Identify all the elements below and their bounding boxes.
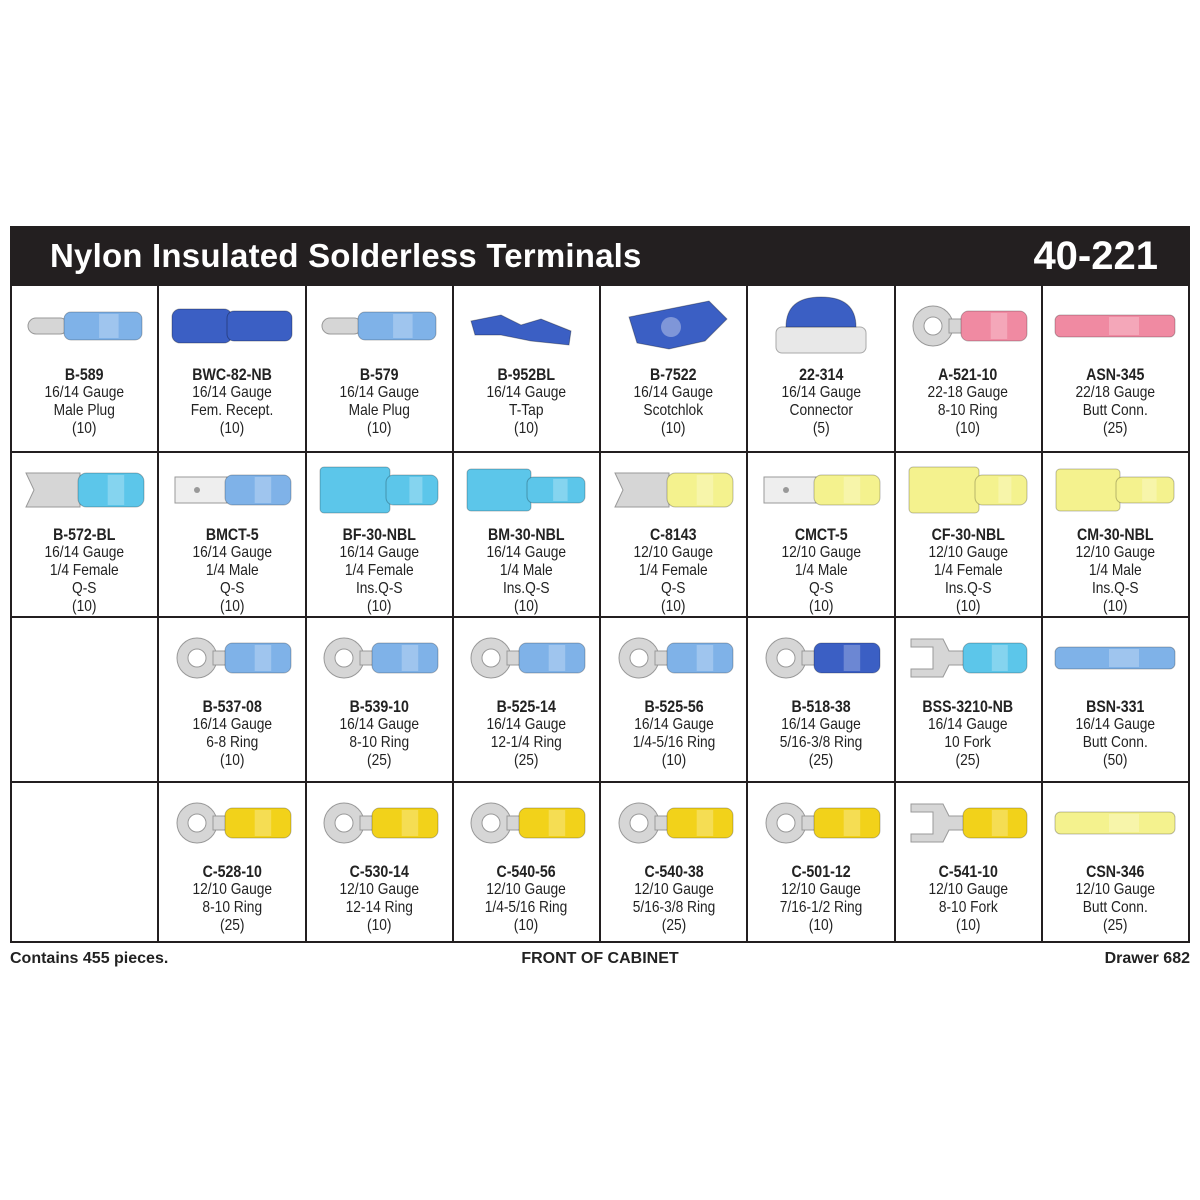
description-line2: Q-S [219, 580, 245, 597]
receptacle-icon [159, 286, 304, 366]
terminal-cell [601, 451, 748, 616]
terminal-label [487, 526, 567, 616]
ring-terminal-icon [307, 783, 452, 863]
quantity: (10) [808, 917, 834, 934]
terminal-label [634, 366, 714, 438]
quantity: (10) [955, 598, 981, 615]
description: Connector [789, 402, 853, 419]
description: 1/4 Male [794, 562, 848, 579]
description: 1/4 Female [344, 562, 414, 579]
terminal-cell [159, 616, 306, 781]
gauge: 12/10 Gauge [633, 544, 714, 561]
gauge: 12/10 Gauge [1075, 881, 1156, 898]
part-number: CMCT-5 [794, 526, 848, 544]
drawer-label-card [10, 226, 1190, 943]
description: 8-10 Fork [938, 899, 998, 916]
insulated-male-icon [1043, 453, 1188, 526]
fork-terminal-icon [896, 783, 1041, 863]
gauge: 16/14 Gauge [1075, 716, 1156, 733]
description: Male Plug [54, 402, 116, 419]
terminal-label [928, 863, 1008, 935]
description: 6-8 Ring [205, 734, 258, 751]
part-number: C-540-38 [644, 863, 704, 881]
terminal-cell [896, 286, 1043, 451]
gauge: 12/10 Gauge [633, 881, 714, 898]
part-number: B-7522 [650, 366, 697, 384]
part-number: C-540-56 [496, 863, 556, 881]
terminal-label [487, 698, 567, 770]
gauge: 12/10 Gauge [192, 881, 272, 898]
quantity: (25) [808, 752, 834, 769]
description: T-Tap [509, 402, 544, 419]
description: Male Plug [348, 402, 410, 419]
gauge: 16/14 Gauge [192, 716, 272, 733]
gauge: 16/14 Gauge [781, 384, 861, 401]
terminal-cell [896, 616, 1043, 781]
description: 1/4 Male [205, 562, 259, 579]
description-line2: Q-S [808, 580, 834, 597]
header-bar [10, 226, 1190, 286]
terminal-label [339, 863, 419, 935]
terminal-cell [601, 286, 748, 451]
quantity: (10) [955, 917, 981, 934]
terminal-cell [1043, 451, 1190, 616]
insulated-female-icon [307, 453, 452, 526]
cabinet-orientation: FRONT OF CABINET [521, 950, 679, 967]
description-line2: Ins.Q-S [503, 580, 550, 597]
description: 1/4-5/16 Ring [485, 899, 568, 916]
description: 12-1/4 Ring [490, 734, 562, 751]
part-number: BWC-82-NB [192, 366, 272, 384]
description: 10 Fork [944, 734, 992, 751]
ring-terminal-icon [307, 618, 452, 698]
empty-cell [12, 616, 159, 781]
part-number: ASN-345 [1086, 366, 1145, 384]
gauge: 16/14 Gauge [486, 716, 567, 733]
part-number: 22-314 [798, 366, 843, 384]
part-number: B-518-38 [791, 698, 851, 716]
description: 1/4 Male [499, 562, 553, 579]
terminal-cell [1043, 286, 1190, 451]
terminal-label [780, 863, 863, 935]
terminal-cell [748, 616, 895, 781]
description-line2: Ins.Q-S [1092, 580, 1139, 597]
terminal-cell [307, 616, 454, 781]
terminal-cell [159, 781, 306, 941]
page-title: Nylon Insulated Solderless Terminals [50, 237, 642, 274]
gauge: 12/10 Gauge [781, 881, 861, 898]
quantity: (10) [219, 598, 245, 615]
terminal-label [1076, 526, 1156, 616]
terminal-grid [10, 286, 1190, 943]
part-number: B-572-BL [53, 526, 116, 544]
ring-terminal-icon [601, 618, 746, 698]
gauge: 16/14 Gauge [339, 716, 419, 733]
insulated-male-icon [454, 453, 599, 526]
description: 7/16-1/2 Ring [779, 899, 863, 916]
quantity: (25) [366, 752, 392, 769]
description-line2: Ins.Q-S [355, 580, 403, 597]
fork-terminal-icon [896, 618, 1041, 698]
part-number: B-539-10 [349, 698, 409, 716]
terminal-label [634, 526, 714, 616]
quantity: (25) [661, 917, 686, 934]
description: 12-14 Ring [345, 899, 413, 916]
terminal-cell [159, 451, 306, 616]
quantity: (10) [955, 420, 981, 437]
gel-connector-icon [748, 286, 893, 366]
gauge: 12/10 Gauge [928, 881, 1008, 898]
terminal-label [191, 366, 274, 438]
description-line2: Ins.Q-S [944, 580, 992, 597]
part-number: B-589 [65, 366, 104, 384]
description: Butt Conn. [1082, 402, 1148, 419]
quantity: (10) [366, 598, 392, 615]
part-number: C-501-12 [791, 863, 851, 881]
ring-terminal-icon [601, 783, 746, 863]
gauge: 16/14 Gauge [928, 716, 1008, 733]
gauge: 12/10 Gauge [339, 881, 419, 898]
gauge: 16/14 Gauge [633, 384, 714, 401]
piece-count: Contains 455 pieces. [10, 950, 169, 967]
terminal-cell [748, 286, 895, 451]
description: 1/4-5/16 Ring [632, 734, 715, 751]
quantity: (10) [661, 598, 686, 615]
gauge: 16/14 Gauge [486, 384, 567, 401]
part-number: C-530-14 [349, 863, 409, 881]
terminal-cell [307, 781, 454, 941]
part-number: B-537-08 [202, 698, 262, 716]
part-number: CF-30-NBL [931, 526, 1005, 544]
quantity: (25) [1103, 917, 1128, 934]
terminal-label [192, 526, 272, 616]
terminal-label [45, 366, 125, 438]
quantity: (10) [1103, 598, 1128, 615]
butt-connector-icon [1043, 286, 1188, 366]
female-disconnect-icon [12, 453, 157, 526]
terminal-cell [896, 781, 1043, 941]
terminal-cell [601, 616, 748, 781]
gauge: 16/14 Gauge [781, 716, 861, 733]
male-disconnect-icon [159, 453, 304, 526]
insulated-female-icon [896, 453, 1041, 526]
quantity: (10) [514, 420, 539, 437]
terminal-label [928, 526, 1008, 616]
part-number: B-525-56 [644, 698, 704, 716]
quantity: (10) [219, 752, 245, 769]
quantity: (10) [514, 917, 539, 934]
gauge: 16/14 Gauge [192, 544, 272, 561]
terminal-cell [454, 616, 601, 781]
gauge: 22-18 Gauge [927, 384, 1009, 401]
gauge: 12/10 Gauge [928, 544, 1008, 561]
description: 8-10 Ring [349, 734, 409, 751]
ring-terminal-icon [748, 618, 893, 698]
terminal-label [192, 698, 272, 770]
quantity: (50) [1103, 752, 1128, 769]
ring-terminal-icon [454, 783, 599, 863]
terminal-cell [748, 451, 895, 616]
quantity: (10) [366, 917, 392, 934]
quantity: (25) [955, 752, 981, 769]
description: 1/4 Female [639, 562, 709, 579]
terminal-cell [454, 286, 601, 451]
description: 5/16-3/8 Ring [632, 899, 715, 916]
gauge: 16/14 Gauge [633, 716, 714, 733]
description: 1/4 Female [933, 562, 1003, 579]
terminal-cell [601, 781, 748, 941]
terminal-cell [12, 286, 159, 451]
terminal-label [192, 863, 272, 935]
quantity: (25) [514, 752, 539, 769]
terminal-cell [12, 451, 159, 616]
quantity: (10) [808, 598, 834, 615]
butt-connector-icon [1043, 618, 1188, 698]
ring-terminal-icon [454, 618, 599, 698]
gauge: 12/10 Gauge [486, 881, 567, 898]
description-line2: Q-S [72, 580, 97, 597]
terminal-label [339, 366, 419, 438]
product-code: 40-221 [1033, 233, 1158, 278]
gauge: 16/14 Gauge [192, 384, 272, 401]
terminal-cell [1043, 616, 1190, 781]
terminal-cell [307, 451, 454, 616]
quantity: (10) [219, 420, 245, 437]
terminal-label [339, 698, 419, 770]
empty-cell [12, 781, 159, 941]
terminal-label [485, 863, 568, 935]
part-number: B-952BL [497, 366, 556, 384]
terminal-label [923, 698, 1014, 770]
ring-terminal-icon [159, 618, 304, 698]
part-number: BF-30-NBL [342, 526, 416, 544]
gauge: 12/10 Gauge [1075, 544, 1156, 561]
part-number: BMCT-5 [205, 526, 259, 544]
terminal-label [1076, 698, 1156, 770]
part-number: BM-30-NBL [488, 526, 565, 544]
quantity: (10) [366, 420, 392, 437]
quantity: (5) [812, 420, 830, 437]
terminal-cell [454, 781, 601, 941]
description: 5/16-3/8 Ring [779, 734, 863, 751]
terminal-cell [896, 451, 1043, 616]
terminal-label [1076, 863, 1156, 935]
drawer-number: Drawer 682 [1104, 950, 1190, 967]
part-number: B-579 [359, 366, 399, 384]
quantity: (10) [661, 752, 686, 769]
butt-connector-icon [1043, 783, 1188, 863]
terminal-cell [1043, 781, 1190, 941]
ring-terminal-icon [748, 783, 893, 863]
part-number: C-8143 [650, 526, 697, 544]
part-number: CSN-346 [1086, 863, 1145, 881]
terminal-label [781, 366, 861, 438]
terminal-label [487, 366, 567, 438]
quantity: (25) [219, 917, 245, 934]
t-tap-icon [454, 286, 599, 366]
description: Butt Conn. [1082, 734, 1148, 751]
quantity: (10) [661, 420, 686, 437]
part-number: BSN-331 [1086, 698, 1145, 716]
terminal-cell [159, 286, 306, 451]
quantity: (25) [1103, 420, 1128, 437]
ring-terminal-icon [159, 783, 304, 863]
ring-terminal-icon [896, 286, 1041, 366]
bullet-plug-icon [12, 286, 157, 366]
terminal-label [1076, 366, 1156, 438]
scotchlok-icon [601, 286, 746, 366]
terminal-cell [454, 451, 601, 616]
terminal-cell [748, 781, 895, 941]
gauge: 16/14 Gauge [44, 544, 125, 561]
part-number: B-525-14 [496, 698, 556, 716]
gauge: 22/18 Gauge [1075, 384, 1156, 401]
description-line2: Q-S [661, 580, 686, 597]
description: 8-10 Ring [938, 402, 998, 419]
terminal-label [632, 863, 715, 935]
terminal-label [781, 526, 861, 616]
male-disconnect-icon [748, 453, 893, 526]
terminal-label [780, 698, 863, 770]
quantity: (10) [514, 598, 539, 615]
bullet-plug-icon [307, 286, 452, 366]
gauge: 16/14 Gauge [339, 384, 419, 401]
gauge: 16/14 Gauge [339, 544, 419, 561]
female-disconnect-icon [601, 453, 746, 526]
terminal-label [339, 526, 419, 616]
part-number: BSS-3210-NB [922, 698, 1014, 716]
part-number: C-541-10 [938, 863, 998, 881]
description: 1/4 Female [50, 562, 120, 579]
description: Fem. Recept. [190, 402, 274, 419]
footer [10, 950, 1190, 968]
gauge: 16/14 Gauge [486, 544, 567, 561]
gauge: 12/10 Gauge [781, 544, 861, 561]
terminal-label [632, 698, 715, 770]
description: Butt Conn. [1082, 899, 1148, 916]
part-number: CM-30-NBL [1077, 526, 1154, 544]
description: 1/4 Male [1088, 562, 1142, 579]
description: Scotchlok [643, 402, 704, 419]
quantity: (10) [72, 598, 97, 615]
quantity: (10) [72, 420, 97, 437]
description: 8-10 Ring [202, 899, 262, 916]
part-number: A-521-10 [938, 366, 998, 384]
terminal-cell [307, 286, 454, 451]
terminal-label [45, 526, 125, 616]
part-number: C-528-10 [202, 863, 262, 881]
gauge: 16/14 Gauge [44, 384, 125, 401]
terminal-label [928, 366, 1008, 438]
